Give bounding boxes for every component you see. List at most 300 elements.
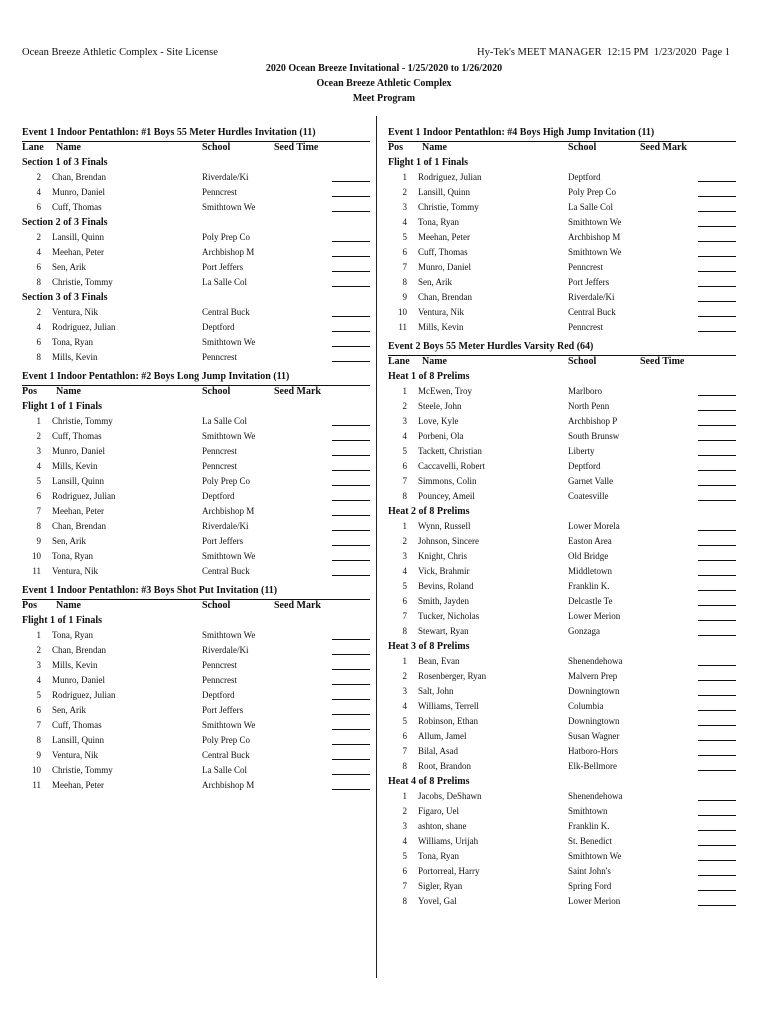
athlete-name: Ventura, Nik — [52, 307, 98, 317]
entry-row — [388, 894, 736, 909]
entry-number: 4 — [402, 431, 407, 441]
entry-number: 4 — [36, 675, 41, 685]
meet-title: 2020 Ocean Breeze Invitational - 1/25/2020 to 1/26/2020 — [265, 63, 503, 74]
col-header-name: Name — [422, 142, 447, 153]
school-name: Saint John's — [568, 866, 611, 876]
entry-row — [388, 230, 736, 245]
athlete-name: Lansill, Quinn — [52, 232, 104, 242]
seed-blank-line — [698, 489, 736, 501]
seed-blank-line — [332, 335, 370, 347]
seed-blank-line — [332, 305, 370, 317]
seed-blank-line — [332, 628, 370, 640]
entry-row — [388, 534, 736, 549]
athlete-name: Chan, Brendan — [418, 292, 472, 302]
school-name: Riverdale/Ki — [202, 521, 249, 531]
entry-number: 7 — [402, 881, 407, 891]
athlete-name: Tona, Ryan — [418, 851, 460, 861]
entry-row — [22, 230, 370, 245]
school-name: Penncrest — [202, 352, 237, 362]
school-name: Riverdale/Ki — [202, 645, 249, 655]
school-name: Port Jeffers — [202, 536, 244, 546]
seed-blank-line — [332, 718, 370, 730]
entry-row — [22, 703, 370, 718]
seed-blank-line — [332, 170, 370, 182]
col-header-school: School — [568, 356, 597, 367]
section-title: Heat 4 of 8 Prelims — [388, 776, 470, 787]
athlete-name: Caccavelli, Robert — [418, 461, 485, 471]
athlete-name: Cuff, Thomas — [52, 202, 102, 212]
entry-row — [22, 429, 370, 444]
school-name: Smithtown We — [202, 431, 256, 441]
school-name: Deptford — [202, 491, 235, 501]
entry-number: 5 — [402, 232, 407, 242]
seed-blank-line — [698, 444, 736, 456]
entry-row — [388, 519, 736, 534]
column-header-row — [388, 355, 736, 369]
school-name: Poly Prep Co — [202, 476, 251, 486]
athlete-name: Love, Kyle — [418, 416, 459, 426]
seed-blank-line — [698, 879, 736, 891]
entry-number: 6 — [36, 262, 41, 272]
entry-number: 3 — [36, 446, 41, 456]
seed-blank-line — [332, 643, 370, 655]
school-name: Smithtown We — [568, 247, 622, 257]
entry-row — [22, 350, 370, 365]
seed-blank-line — [698, 849, 736, 861]
entry-number: 6 — [36, 337, 41, 347]
entry-row — [388, 609, 736, 624]
athlete-name: Williams, Terrell — [418, 701, 479, 711]
athlete-name: Tona, Ryan — [418, 217, 460, 227]
col-header-name: Name — [56, 142, 81, 153]
column-header-row — [22, 599, 370, 613]
athlete-name: Munro, Daniel — [52, 446, 105, 456]
athlete-name: Allum, Jamel — [418, 731, 467, 741]
athlete-name: Mills, Kevin — [52, 660, 98, 670]
school-name: Poly Prep Co — [568, 187, 617, 197]
entry-number: 7 — [402, 746, 407, 756]
seed-blank-line — [332, 474, 370, 486]
school-name: La Salle Col — [568, 202, 613, 212]
entry-row — [22, 170, 370, 185]
athlete-name: McEwen, Troy — [418, 386, 473, 396]
seed-blank-line — [698, 414, 736, 426]
seed-blank-line — [698, 290, 736, 302]
entry-number: 5 — [402, 446, 407, 456]
seed-blank-line — [698, 275, 736, 287]
school-name: Smithtown We — [202, 720, 256, 730]
col-header-number: Pos — [388, 142, 403, 153]
seed-blank-line — [332, 519, 370, 531]
athlete-name: Figaro, Uel — [418, 806, 459, 816]
entry-row — [22, 643, 370, 658]
seed-blank-line — [332, 549, 370, 561]
entry-number: 2 — [36, 645, 41, 655]
school-name: Hatboro-Hors — [568, 746, 618, 756]
athlete-name: Bevins, Roland — [418, 581, 474, 591]
athlete-name: Rodriguez, Julian — [52, 491, 116, 501]
entry-row — [388, 185, 736, 200]
seed-blank-line — [698, 864, 736, 876]
entry-row — [22, 519, 370, 534]
seed-blank-line — [332, 185, 370, 197]
entry-row — [388, 260, 736, 275]
event-block — [22, 368, 370, 579]
school-name: Smithtown We — [202, 551, 256, 561]
entry-number: 5 — [402, 716, 407, 726]
entry-number: 6 — [36, 705, 41, 715]
school-name: Central Buck — [202, 750, 250, 760]
entry-row — [388, 215, 736, 230]
school-name: Penncrest — [202, 660, 237, 670]
seed-blank-line — [698, 684, 736, 696]
event-title: Event 1 Indoor Pentathlon: #2 Boys Long Jump Invitation (11) — [22, 371, 290, 382]
school-name: Shenendehowa — [568, 791, 623, 801]
seed-blank-line — [698, 564, 736, 576]
school-name: Liberty — [568, 446, 595, 456]
seed-blank-line — [698, 519, 736, 531]
seed-blank-line — [698, 459, 736, 471]
entry-row — [22, 200, 370, 215]
entry-row — [22, 335, 370, 350]
school-name: Port Jeffers — [202, 262, 244, 272]
school-name: Old Bridge — [568, 551, 609, 561]
event-title: Event 1 Indoor Pentathlon: #4 Boys High Jump Invitation (11) — [388, 127, 655, 138]
entry-row — [22, 534, 370, 549]
entry-number: 10 — [32, 551, 41, 561]
entry-number: 6 — [402, 731, 407, 741]
entry-row — [22, 474, 370, 489]
seed-blank-line — [332, 658, 370, 670]
entry-number: 8 — [402, 626, 407, 636]
school-name: Riverdale/Ki — [568, 292, 615, 302]
entry-number: 3 — [402, 202, 407, 212]
seed-blank-line — [332, 200, 370, 212]
athlete-name: Bean, Evan — [418, 656, 460, 666]
athlete-name: Pouncey, Ameil — [418, 491, 475, 501]
entry-row — [22, 305, 370, 320]
entry-number: 4 — [402, 836, 407, 846]
entry-row — [388, 170, 736, 185]
event-title: Event 2 Boys 55 Meter Hurdles Varsity Red (64) — [388, 341, 594, 352]
entry-row — [22, 748, 370, 763]
event-block — [22, 582, 370, 793]
school-name: Coatesville — [568, 491, 609, 501]
col-header-number: Pos — [22, 386, 37, 397]
entry-number: 6 — [402, 461, 407, 471]
entry-number: 2 — [402, 401, 407, 411]
entry-row — [22, 688, 370, 703]
athlete-name: Tona, Ryan — [52, 551, 94, 561]
entry-number: 8 — [36, 521, 41, 531]
seed-blank-line — [332, 429, 370, 441]
school-name: Poly Prep Co — [202, 232, 251, 242]
athlete-name: Cuff, Thomas — [52, 720, 102, 730]
school-name: Smithtown We — [568, 217, 622, 227]
athlete-name: Christie, Tommy — [52, 416, 113, 426]
col-header-school: School — [568, 142, 597, 153]
entry-number: 3 — [402, 821, 407, 831]
school-name: Archbishop M — [202, 247, 255, 257]
athlete-name: Robinson, Ethan — [418, 716, 478, 726]
section-title: Flight 1 of 1 Finals — [22, 401, 103, 412]
school-name: Riverdale/Ki — [202, 172, 249, 182]
athlete-name: Rosenberger, Ryan — [418, 671, 487, 681]
athlete-name: Bilal, Asad — [418, 746, 458, 756]
entry-number: 1 — [402, 172, 407, 182]
seed-blank-line — [332, 459, 370, 471]
school-name: Deptford — [568, 172, 601, 182]
entry-number: 1 — [402, 656, 407, 666]
athlete-name: Lansill, Quinn — [52, 476, 104, 486]
seed-blank-line — [698, 549, 736, 561]
entry-row — [388, 654, 736, 669]
school-name: Downingtown — [568, 716, 620, 726]
entry-row — [388, 399, 736, 414]
school-name: Central Buck — [202, 307, 250, 317]
col-header-seed: Seed Time — [640, 356, 685, 367]
seed-blank-line — [698, 384, 736, 396]
entry-row — [388, 744, 736, 759]
athlete-name: Munro, Daniel — [52, 675, 105, 685]
col-header-school: School — [202, 142, 231, 153]
athlete-name: Wynn, Russell — [418, 521, 471, 531]
entry-row — [388, 200, 736, 215]
school-name: Easton Area — [568, 536, 612, 546]
seed-blank-line — [332, 260, 370, 272]
section-title: Section 1 of 3 Finals — [22, 157, 108, 168]
event-block — [22, 124, 370, 365]
col-header-name: Name — [56, 600, 81, 611]
school-name: South Brunsw — [568, 431, 620, 441]
school-name: Franklin K. — [568, 821, 610, 831]
seed-blank-line — [332, 763, 370, 775]
col-header-school: School — [202, 600, 231, 611]
entry-row — [22, 763, 370, 778]
school-name: Archbishop M — [202, 780, 255, 790]
school-name: Franklin K. — [568, 581, 610, 591]
seed-blank-line — [698, 834, 736, 846]
entry-row — [22, 564, 370, 579]
right-column — [388, 124, 736, 912]
meet-venue: Ocean Breeze Athletic Complex — [316, 78, 452, 89]
school-name: Malvern Prep — [568, 671, 618, 681]
entry-number: 2 — [36, 232, 41, 242]
school-name: Smithtown We — [202, 630, 256, 640]
athlete-name: Meehan, Peter — [418, 232, 470, 242]
seed-blank-line — [332, 320, 370, 332]
athlete-name: Chan, Brendan — [52, 172, 106, 182]
entry-number: 3 — [402, 551, 407, 561]
entry-number: 7 — [402, 611, 407, 621]
entry-number: 4 — [402, 217, 407, 227]
col-header-seed: Seed Mark — [274, 386, 321, 397]
athlete-name: Rodriguez, Julian — [52, 690, 116, 700]
seed-blank-line — [332, 748, 370, 760]
col-header-school: School — [202, 386, 231, 397]
col-header-name: Name — [56, 386, 81, 397]
entry-number: 2 — [402, 806, 407, 816]
entry-row — [388, 684, 736, 699]
entry-number: 9 — [36, 536, 41, 546]
athlete-name: Munro, Daniel — [52, 187, 105, 197]
athlete-name: Sen, Arik — [52, 536, 87, 546]
entry-number: 4 — [36, 461, 41, 471]
col-header-seed: Seed Mark — [640, 142, 687, 153]
event-block — [388, 338, 736, 909]
athlete-name: Rodriguez, Julian — [52, 322, 116, 332]
athlete-name: Sen, Arik — [418, 277, 453, 287]
seed-blank-line — [698, 609, 736, 621]
school-name: Smithtown — [568, 806, 608, 816]
seed-blank-line — [332, 230, 370, 242]
entry-row — [22, 444, 370, 459]
entry-number: 11 — [32, 566, 41, 576]
seed-blank-line — [698, 579, 736, 591]
entry-number: 6 — [36, 202, 41, 212]
entry-row — [388, 564, 736, 579]
entry-number: 3 — [36, 660, 41, 670]
entry-number: 11 — [398, 322, 407, 332]
athlete-name: Meehan, Peter — [52, 780, 104, 790]
school-name: Susan Wagner — [568, 731, 620, 741]
seed-blank-line — [698, 804, 736, 816]
entry-row — [22, 260, 370, 275]
event-title: Event 1 Indoor Pentathlon: #3 Boys Shot Put Invitation (11) — [22, 585, 278, 596]
athlete-name: Ventura, Nik — [52, 750, 98, 760]
seed-blank-line — [698, 474, 736, 486]
school-name: Penncrest — [202, 187, 237, 197]
column-header-row — [22, 385, 370, 399]
entry-number: 8 — [36, 277, 41, 287]
school-name: Lower Merion — [568, 896, 621, 906]
entry-row — [388, 624, 736, 639]
entry-row — [22, 459, 370, 474]
entry-number: 4 — [402, 701, 407, 711]
seed-blank-line — [698, 260, 736, 272]
section-title: Heat 1 of 8 Prelims — [388, 371, 470, 382]
school-name: Penncrest — [568, 322, 603, 332]
entry-row — [22, 733, 370, 748]
athlete-name: Tona, Ryan — [52, 337, 94, 347]
school-name: Central Buck — [202, 566, 250, 576]
seed-blank-line — [332, 245, 370, 257]
column-header-row — [388, 141, 736, 155]
entry-number: 9 — [36, 750, 41, 760]
seed-blank-line — [332, 534, 370, 546]
athlete-name: Rodriguez, Julian — [418, 172, 482, 182]
seed-blank-line — [332, 733, 370, 745]
school-name: Archbishop M — [202, 506, 255, 516]
school-name: Central Buck — [568, 307, 616, 317]
school-name: Deptford — [568, 461, 601, 471]
athlete-name: Yovel, Gal — [418, 896, 457, 906]
athlete-name: Mills, Kevin — [418, 322, 464, 332]
entry-row — [22, 778, 370, 793]
entry-number: 5 — [402, 581, 407, 591]
entry-number: 4 — [36, 247, 41, 257]
entry-number: 10 — [32, 765, 41, 775]
school-name: Lower Morela — [568, 521, 620, 531]
seed-blank-line — [332, 489, 370, 501]
section-title: Section 2 of 3 Finals — [22, 217, 108, 228]
school-name: Elk-Bellmore — [568, 761, 617, 771]
athlete-name: Mills, Kevin — [52, 461, 98, 471]
athlete-name: Porbeni, Ola — [418, 431, 464, 441]
entry-row — [388, 320, 736, 335]
seed-blank-line — [698, 819, 736, 831]
entry-number: 2 — [402, 187, 407, 197]
entry-number: 1 — [36, 630, 41, 640]
entry-row — [388, 729, 736, 744]
athlete-name: Meehan, Peter — [52, 247, 104, 257]
entry-row — [22, 185, 370, 200]
seed-blank-line — [698, 185, 736, 197]
entry-row — [388, 305, 736, 320]
entry-number: 4 — [36, 187, 41, 197]
school-name: Middletown — [568, 566, 612, 576]
meet-title-block — [0, 61, 768, 106]
athlete-name: Sigler, Ryan — [418, 881, 463, 891]
col-header-seed: Seed Mark — [274, 600, 321, 611]
entry-number: 2 — [402, 536, 407, 546]
entry-row — [388, 789, 736, 804]
school-name: Penncrest — [568, 262, 603, 272]
seed-blank-line — [332, 673, 370, 685]
left-column — [22, 124, 370, 796]
school-name: Penncrest — [202, 446, 237, 456]
school-name: Spring Ford — [568, 881, 612, 891]
seed-blank-line — [698, 170, 736, 182]
seed-blank-line — [698, 789, 736, 801]
athlete-name: Christie, Tommy — [52, 277, 113, 287]
entry-number: 7 — [36, 720, 41, 730]
school-name: Delcastle Te — [568, 596, 613, 606]
col-header-number: Lane — [388, 356, 410, 367]
seed-blank-line — [698, 305, 736, 317]
athlete-name: Tucker, Nicholas — [418, 611, 480, 621]
athlete-name: Cuff, Thomas — [418, 247, 468, 257]
school-name: Port Jeffers — [568, 277, 610, 287]
athlete-name: Simmons, Colin — [418, 476, 477, 486]
athlete-name: Williams, Urijah — [418, 836, 479, 846]
seed-blank-line — [698, 429, 736, 441]
entry-row — [22, 658, 370, 673]
entry-number: 8 — [36, 735, 41, 745]
entry-row — [22, 275, 370, 290]
seed-blank-line — [332, 688, 370, 700]
entry-row — [388, 414, 736, 429]
seed-blank-line — [698, 654, 736, 666]
athlete-name: Root, Brandon — [418, 761, 471, 771]
athlete-name: Jacobs, DeShawn — [418, 791, 482, 801]
school-name: La Salle Col — [202, 416, 247, 426]
seed-blank-line — [332, 703, 370, 715]
seed-blank-line — [698, 759, 736, 771]
school-name: Shenendehowa — [568, 656, 623, 666]
entry-number: 2 — [36, 307, 41, 317]
entry-row — [388, 245, 736, 260]
athlete-name: Munro, Daniel — [418, 262, 471, 272]
seed-blank-line — [698, 624, 736, 636]
entry-row — [388, 429, 736, 444]
athlete-name: Stewart, Ryan — [418, 626, 469, 636]
seed-blank-line — [698, 894, 736, 906]
athlete-name: Chan, Brendan — [52, 645, 106, 655]
entry-row — [22, 245, 370, 260]
entry-row — [388, 459, 736, 474]
entry-row — [22, 628, 370, 643]
